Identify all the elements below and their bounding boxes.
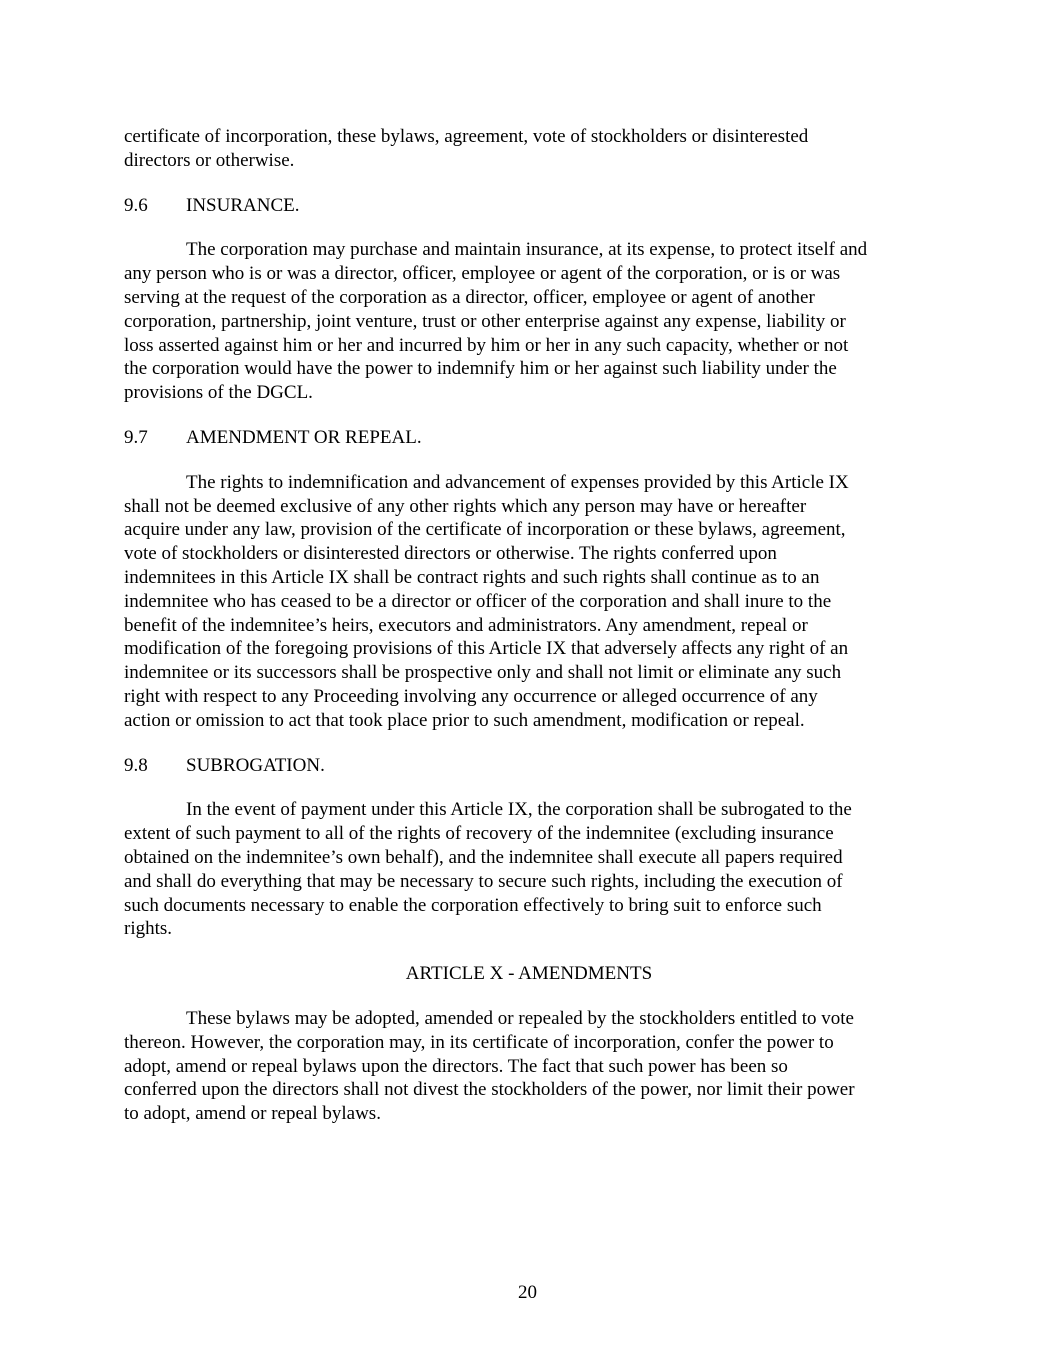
text-line: In the event of payment under this Article IX, the corporation shall be subrogated to the <box>186 799 852 821</box>
section-title: AMENDMENT OR REPEAL. <box>186 426 422 448</box>
text-line: obtained on the indemnitee’s own behalf), and the indemnitee shall execute all papers required <box>124 846 843 868</box>
section-title: SUBROGATION. <box>186 754 325 776</box>
text-line: such documents necessary to enable the corporation effectively to bring suit to enforce such <box>124 894 822 916</box>
text-line: rights. <box>124 918 173 940</box>
text-line: certificate of incorporation, these bylaws, agreement, vote of stockholders or disinterested <box>124 126 809 147</box>
text-line: modification of the foregoing provisions of this Article IX that adversely affects any right of an <box>124 638 849 660</box>
page-number: 20 <box>518 1282 537 1303</box>
section-paragraph-9-6 <box>124 238 934 405</box>
article-paragraph <box>124 1007 934 1126</box>
text-line: The corporation may purchase and maintain insurance, at its expense, to protect itself and <box>186 239 868 261</box>
section-number: 9.7 <box>124 426 148 448</box>
text-line: thereon. However, the corporation may, in its certificate of incorporation, confer the power to <box>124 1031 834 1053</box>
text-line: serving at the request of the corporation as a director, officer, employee or agent of another <box>124 286 815 308</box>
text-line: action or omission to act that took place prior to such amendment, modification or repeal. <box>124 709 805 731</box>
text-line: directors or otherwise. <box>124 149 295 171</box>
text-line: indemnitee who has ceased to be a director or officer of the corporation and shall inure to the <box>124 590 832 612</box>
text-line: indemnitees in this Article IX shall be contract rights and such rights shall continue as to an <box>124 566 820 588</box>
section-paragraph-9-7 <box>124 471 934 733</box>
continuation-paragraph <box>124 125 934 173</box>
section-paragraph-9-8 <box>124 798 934 941</box>
text-line: These bylaws may be adopted, amended or repealed by the stockholders entitled to vote <box>186 1007 854 1029</box>
text-line: vote of stockholders or disinterested directors or otherwise. The rights conferred upon <box>124 543 777 565</box>
section-heading-9-6 <box>124 194 934 218</box>
text-line: loss asserted against him or her and incurred by him or her in any such capacity, whether or not <box>124 334 849 356</box>
text-line: right with respect to any Proceeding involving any occurrence or alleged occurrence of any <box>124 685 818 707</box>
text-line: acquire under any law, provision of the certificate of incorporation or these bylaws, agreement, <box>124 519 846 541</box>
text-line: any person who is or was a director, officer, employee or agent of the corporation, or is or was <box>124 263 841 285</box>
section-heading-9-8 <box>124 754 934 778</box>
text-line: extent of such payment to all of the rights of recovery of the indemnitee (excluding insurance <box>124 823 834 845</box>
section-heading-9-7 <box>124 426 934 450</box>
text-line: indemnitee or its successors shall be prospective only and shall not limit or eliminate any such <box>124 662 842 684</box>
text-line: The rights to indemnification and advancement of expenses provided by this Article IX <box>186 471 849 493</box>
text-line: corporation, partnership, joint venture, trust or other enterprise against any expense, liability or <box>124 310 846 332</box>
section-number: 9.6 <box>124 194 148 216</box>
section-title: INSURANCE. <box>186 194 300 216</box>
text-line: adopt, amend or repeal bylaws upon the directors. The fact that such power has been so <box>124 1055 788 1077</box>
text-line: benefit of the indemnitee’s heirs, executors and administrators. Any amendment, repeal or <box>124 614 808 636</box>
text-line: provisions of the DGCL. <box>124 382 313 404</box>
article-heading: ARTICLE X - AMENDMENTS <box>405 963 653 985</box>
document-page <box>124 125 934 1147</box>
text-line: conferred upon the directors shall not divest the stockholders of the power, nor limit their power <box>124 1079 855 1101</box>
text-line: to adopt, amend or repeal bylaws. <box>124 1103 381 1125</box>
text-line: and shall do everything that may be necessary to secure such rights, including the execution of <box>124 870 843 892</box>
text-line: the corporation would have the power to indemnify him or her against such liability under the <box>124 358 837 380</box>
text-line: shall not be deemed exclusive of any other rights which any person may have or hereafter <box>124 495 807 517</box>
section-number: 9.8 <box>124 754 148 776</box>
